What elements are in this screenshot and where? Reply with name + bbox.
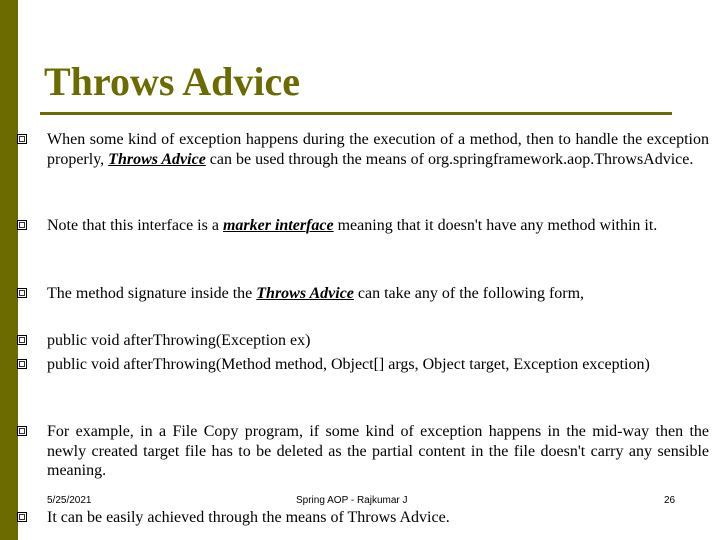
bullet-text-before: Note that this interface is a [47, 217, 223, 234]
bullet-conclusion: It can be easily achieved through the means of Throws Advice. [47, 509, 450, 526]
bullet-text-after: meaning that it doesn't have any method within it. [333, 217, 658, 234]
emphasis-throws-advice: Throws Advice [256, 285, 354, 302]
bullet-text-after: can be used through the means of org.springframework.aop.ThrowsAdvice. [205, 150, 694, 168]
square-bullet-icon [16, 358, 28, 370]
left-accent-bar [0, 0, 18, 540]
bullet-method-signature [47, 284, 709, 304]
bullet-signature-exception: public void afterThrowing(Exception ex) [47, 332, 311, 349]
bullet-signature-full: public void afterThrowing(Method method, Object[] args, Object target, Exception exception) [47, 356, 650, 373]
square-bullet-icon [16, 133, 28, 145]
square-bullet-icon [16, 425, 28, 437]
square-bullet-icon [16, 334, 28, 346]
footer-page-number: 26 [664, 495, 676, 506]
bullet-text-after: can take any of the following form, [353, 285, 585, 302]
bullet-file-copy-example: For example, in a File Copy program, if some kind of exception happens in the mid-way then the newly created target file has to be deleted as the partial content in the file doesn't carry any sensible meaning. [47, 423, 709, 479]
title-underline-rule [40, 112, 672, 115]
footer-date: 5/25/2021 [47, 495, 92, 506]
bullet-text-before: When some kind of exception happens during the execution of a method, then to handle the exception properly, [47, 131, 709, 168]
square-bullet-icon [16, 511, 28, 523]
square-bullet-icon [16, 219, 28, 231]
bullet-text-before: The method signature inside the [47, 285, 257, 302]
bullet-throws-advice-intro [47, 130, 709, 169]
emphasis-marker-interface: marker interface [222, 217, 334, 234]
square-bullet-icon [16, 287, 28, 299]
slide-title: Throws Advice [44, 59, 300, 104]
footer-title: Spring AOP - Rajkumar J [296, 495, 408, 506]
bullet-marker-interface [47, 216, 709, 236]
emphasis-throws-advice: Throws Advice [108, 150, 206, 168]
